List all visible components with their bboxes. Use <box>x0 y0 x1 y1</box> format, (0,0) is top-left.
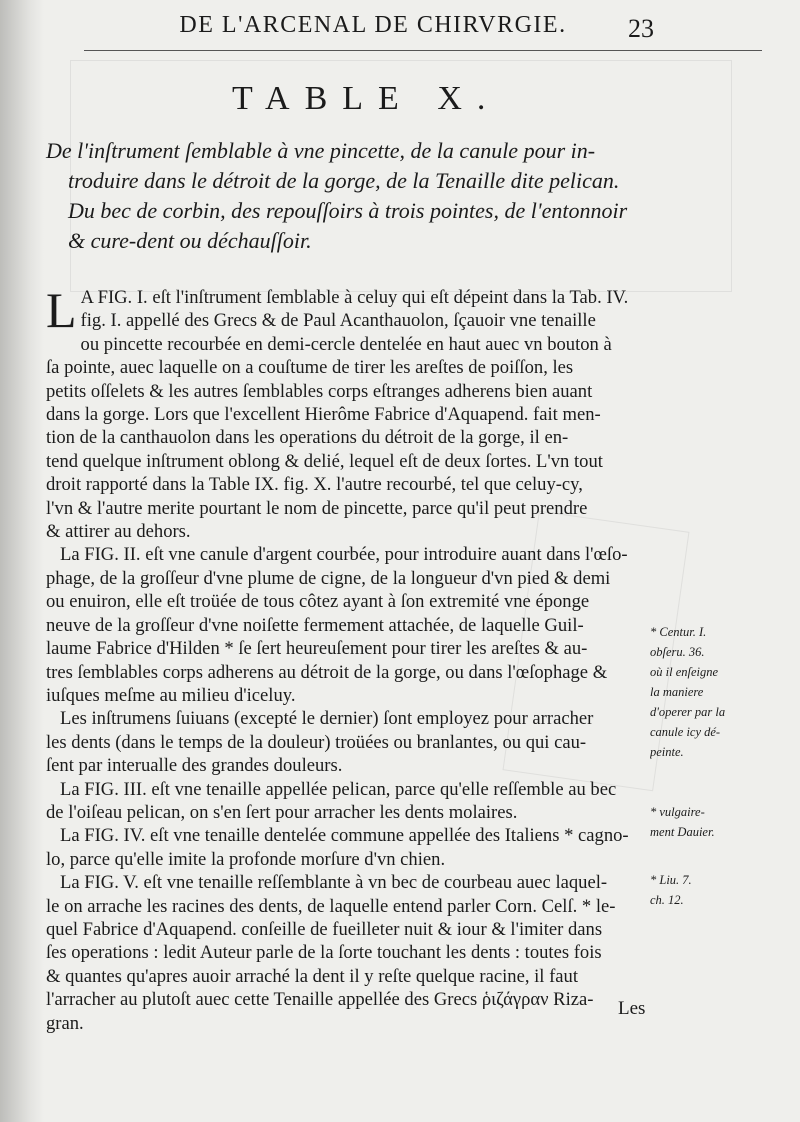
margin-note-line: d'operer par la <box>650 705 726 719</box>
margin-note-line: ch. 12. <box>650 893 684 907</box>
text-line: La FIG. III. eſt vne tenaille appellée pelican, parce qu'elle reſſemble au bec <box>60 778 617 800</box>
subtitle-line: & cure-dent ou déchauſſoir. <box>68 228 312 253</box>
text-line: l'arracher au plutoſt auec cette Tenaille appellée des Grecs ῥιζάγραν Riza- <box>46 989 594 1011</box>
text-line: iuſques meſme au milieu d'iceluy. <box>46 684 296 706</box>
text-line: Les inſtrumens ſuiuans (excepté le dernier) ſont employez pour arracher <box>60 708 594 730</box>
text-line: & quantes qu'apres auoir arraché la dent il y reſte quelque racine, il faut <box>46 965 579 987</box>
drop-cap: L <box>46 282 77 338</box>
text-line: ou pincette recourbée en demi-cercle dentelée en haut auec vn bouton à <box>80 333 612 355</box>
catchword: Les <box>618 998 646 1019</box>
margin-note-line: peinte. <box>650 745 684 759</box>
text-line: petits oſſelets & les autres ſemblables corps eſtranges adherens bien auant <box>46 380 593 402</box>
text-line: tres ſemblables corps adherens au détroit de la gorge, ou dans l'œſophage & <box>46 661 608 683</box>
margin-note-line: canule icy dé- <box>650 725 721 739</box>
text-line: ſa pointe, auec laquelle on a couſtume de tirer les areſtes de poiſſon, les <box>46 357 574 379</box>
text-line: ſent par interualle des grandes douleurs. <box>46 755 343 777</box>
margin-note-line: * vulgaire- <box>650 805 705 819</box>
table-subtitle <box>46 136 686 256</box>
text-line: tion de la canthauolon dans les operations du détroit de la gorge, il en- <box>46 427 569 449</box>
subtitle-line: troduire dans le détroit de la gorge, de la Tenaille dite pelican. <box>68 168 620 193</box>
text-line: tend quelque inſtrument oblong & delié, lequel eſt de deux ſortes. L'vn tout <box>46 450 603 472</box>
text-line: ſes operations : ledit Auteur parle de la ſorte touchant les dents : toutes fois <box>46 942 602 964</box>
text-line: ou enuiron, elle eſt troüée de tous côtez ayant à ſon extremité vne éponge <box>46 591 590 613</box>
margin-note-line: la maniere <box>650 685 704 699</box>
page-number: 23 <box>628 14 654 43</box>
margin-note-line: ment Dauier. <box>650 825 715 839</box>
text-line: l'vn & l'autre merite pourtant le nom de pincette, parce qu'il peut prendre <box>46 497 588 519</box>
header-rule <box>84 50 762 51</box>
margin-note-line: * Liu. 7. <box>650 873 692 887</box>
text-line: quel Fabrice d'Aquapend. conſeille de fueilleter nuit & iour & l'imiter dans <box>46 918 603 940</box>
text-line: La FIG. V. eſt vne tenaille reſſemblante à vn bec de courbeau auec laquel- <box>60 872 608 894</box>
margin-note-liure <box>650 870 790 910</box>
subtitle-line: De l'inſtrument ſemblable à vne pincette, de la canule pour in- <box>46 138 596 163</box>
text-line: les dents (dans le temps de la douleur) troüées ou branlantes, ou qui cau- <box>46 731 587 753</box>
text-line: neuve de la groſſeur d'vne noiſette fermement attachée, de laquelle Guil- <box>46 614 584 636</box>
margin-note-line: obſeru. 36. <box>650 645 705 659</box>
body-text <box>46 282 656 1035</box>
text-line: fig. I. appellé des Grecs & de Paul Acanthauolon, ſçauoir vne tenaille <box>80 310 596 332</box>
text-line: droit rapporté dans la Table IX. fig. X. l'autre recourbé, tel que celuy-cy, <box>46 474 583 496</box>
text-line: laume Fabrice d'Hilden * ſe ſert heureuſement pour tirer les areſtes & au- <box>46 638 588 660</box>
margin-note-line: où il enſeigne <box>650 665 719 679</box>
text-line: phage, de la groſſeur d'vne plume de cigne, de la longueur d'vn pied & demi <box>46 567 611 589</box>
running-title: DE L'ARCENAL DE CHIRVRGIE. <box>179 12 567 38</box>
margin-note-vulgairement <box>650 802 790 842</box>
subtitle-line: Du bec de corbin, des repouſſoirs à trois pointes, de l'entonnoir <box>68 198 628 223</box>
margin-note-line: * Centur. I. <box>650 625 707 639</box>
text-line: A FIG. I. eſt l'inſtrument ſemblable à celuy qui eſt dépeint dans la Tab. IV. <box>80 287 629 308</box>
text-line: La FIG. II. eſt vne canule d'argent courbée, pour introduire auant dans l'œſo- <box>60 544 628 566</box>
text-line: le on arrache les racines des dents, de laquelle entend parler Corn. Celſ. * le- <box>46 895 616 917</box>
margin-note-centuries <box>650 622 790 762</box>
text-line: dans la gorge. Lors que l'excellent Hierôme Fabrice d'Aquapend. fait men- <box>46 404 601 426</box>
text-line: La FIG. IV. eſt vne tenaille dentelée commune appellée des Italiens * cagno- <box>60 825 629 847</box>
text-line: lo, parce qu'elle imite la profonde morſure d'vn chien. <box>46 848 446 870</box>
text-line: de l'oiſeau pelican, on s'en ſert pour arracher les dents molaires. <box>46 801 518 823</box>
gutter-shadow <box>0 0 44 1122</box>
table-title: TABLE X. <box>232 80 501 117</box>
text-line: & attirer au dehors. <box>46 521 191 543</box>
text-line: gran. <box>46 1012 84 1034</box>
